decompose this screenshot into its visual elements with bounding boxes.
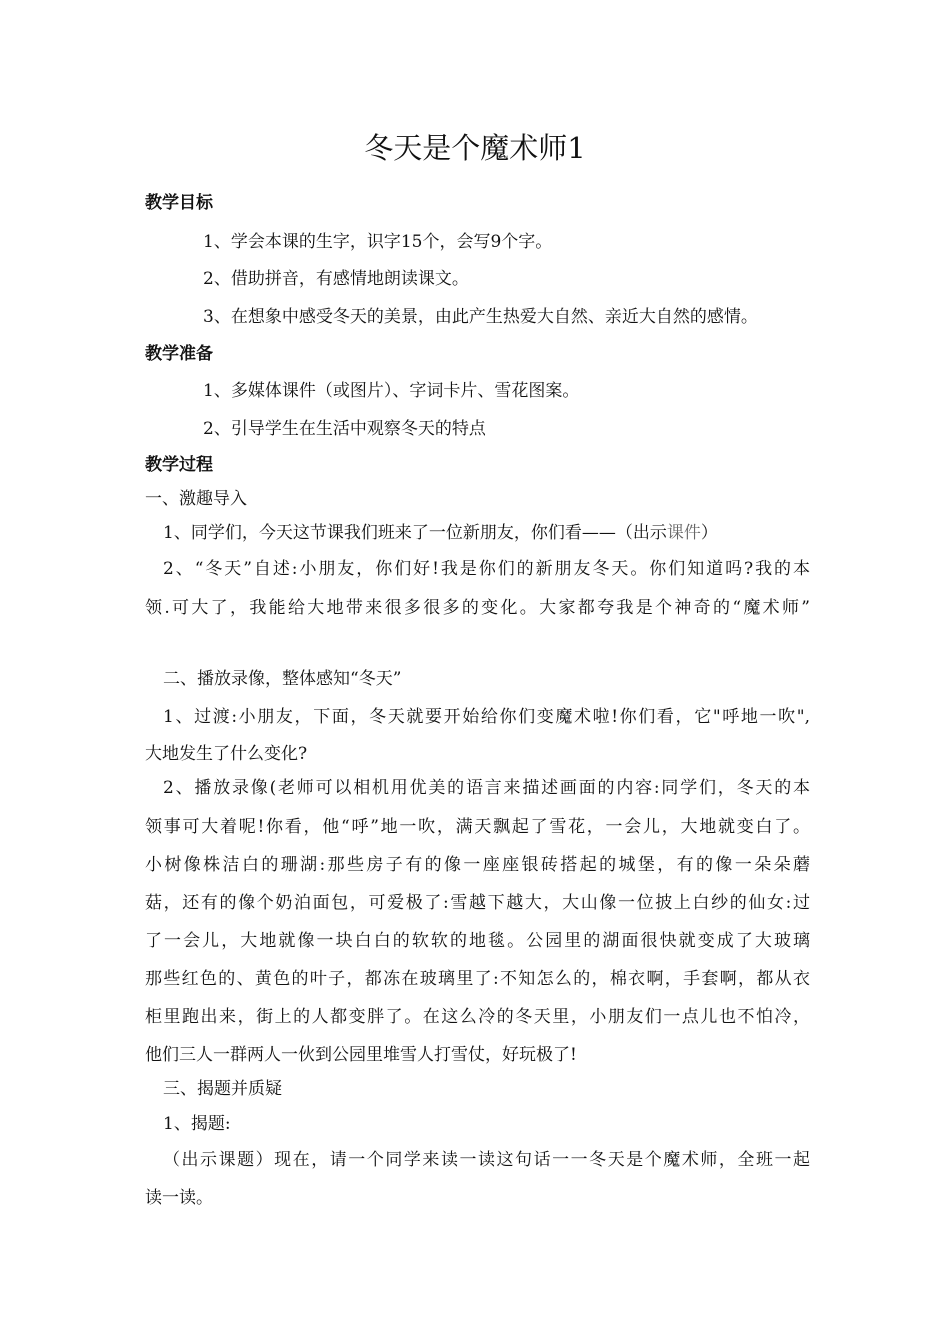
prep-item-1: 1、多媒体课件（或图片）、字词卡片、雪花图案。 [203, 381, 580, 401]
section-2-title: 二、播放录像，整体感知“冬天” [163, 669, 402, 689]
s2-p2-line-1: 2、播放录像(老师可以相机用优美的语言来描述画面的内容:同学们，冬天的本 [163, 778, 810, 798]
prep-item-2: 2、引导学生在生活中观察冬天的特点 [203, 419, 486, 439]
s1-p2-line-1: 2、“冬天”自述:小朋友，你们好!我是你们的新朋友冬天。你们知道吗?我的本 [163, 559, 810, 579]
prep-heading: 教学准备 [145, 344, 213, 364]
s2-p2-line-2: 领事可大着呢!你看，他“呼”地一吹，满天飘起了雪花，一会儿，大地就变白了。 [145, 817, 810, 837]
s2-p2-line-3: 小树像株洁白的珊湖:那些房子有的像一座座银砖搭起的城堡，有的像一朵朵蘑 [145, 855, 810, 875]
s2-p2-line-4: 菇，还有的像个奶泊面包，可爱极了:雪越下越大，大山像一位披上白纱的仙女:过 [145, 893, 810, 913]
goal-item-3: 3、在想象中感受冬天的美景，由此产生热爱大自然、亲近大自然的感情。 [203, 307, 758, 327]
s2-p2-line-6: 那些红色的、黄色的叶子，都冻在玻璃里了:不知怎么的，棉衣啊，手套啊，都从衣 [145, 969, 810, 989]
goal-item-1: 1、学会本课的生字，识字15个，会写9个字。 [203, 232, 553, 252]
s3-p2-line-1: （出示课题）现在，请一个同学来读一读这句话一一冬天是个魔术师，全班一起 [163, 1150, 810, 1170]
section-1-title: 一、激趣导入 [145, 489, 247, 509]
section-3-title: 三、揭题并质疑 [163, 1079, 282, 1099]
process-heading: 教学过程 [145, 455, 213, 475]
s1-p2-line-2: 领.可大了，我能给大地带来很多很多的变化。大家都夸我是个神奇的“魔术师” [145, 598, 810, 618]
s2-p1-line-1: 1、过渡:小朋友，下面，冬天就要开始给你们变魔术啦!你们看，它"呼地一吹", [163, 707, 810, 727]
s3-p2-line-2: 读一读。 [145, 1188, 213, 1208]
s2-p2-line-8: 他们三人一群两人一伙到公园里堆雪人打雪仗，好玩极了! [145, 1045, 577, 1065]
s1-p1-courseware: 课件 [666, 523, 701, 543]
s2-p2-line-7: 柜里跑出来，街上的人都变胖了。在这么冷的冬天里，小朋友们一点儿也不怕冷， [145, 1007, 810, 1027]
s1-p1-main: 1、同学们，今天这节课我们班来了一位新朋友，你们看——（出示 [163, 523, 667, 543]
s3-paragraph-1: 1、揭题: [163, 1114, 231, 1134]
s1-paragraph-1 [163, 519, 810, 547]
s2-p1-line-2: 大地发生了什么变化? [145, 744, 308, 764]
goal-item-2: 2、借助拼音，有感情地朗读课文。 [203, 269, 469, 289]
s1-p1-end: ） [700, 523, 718, 543]
document-title: 冬天是个魔术师1 [364, 131, 586, 165]
s2-p2-line-5: 了一会儿，大地就像一块白白的软软的地毯。公园里的湖面很快就变成了大玻璃 [145, 931, 810, 951]
goals-heading: 教学目标 [145, 193, 213, 213]
